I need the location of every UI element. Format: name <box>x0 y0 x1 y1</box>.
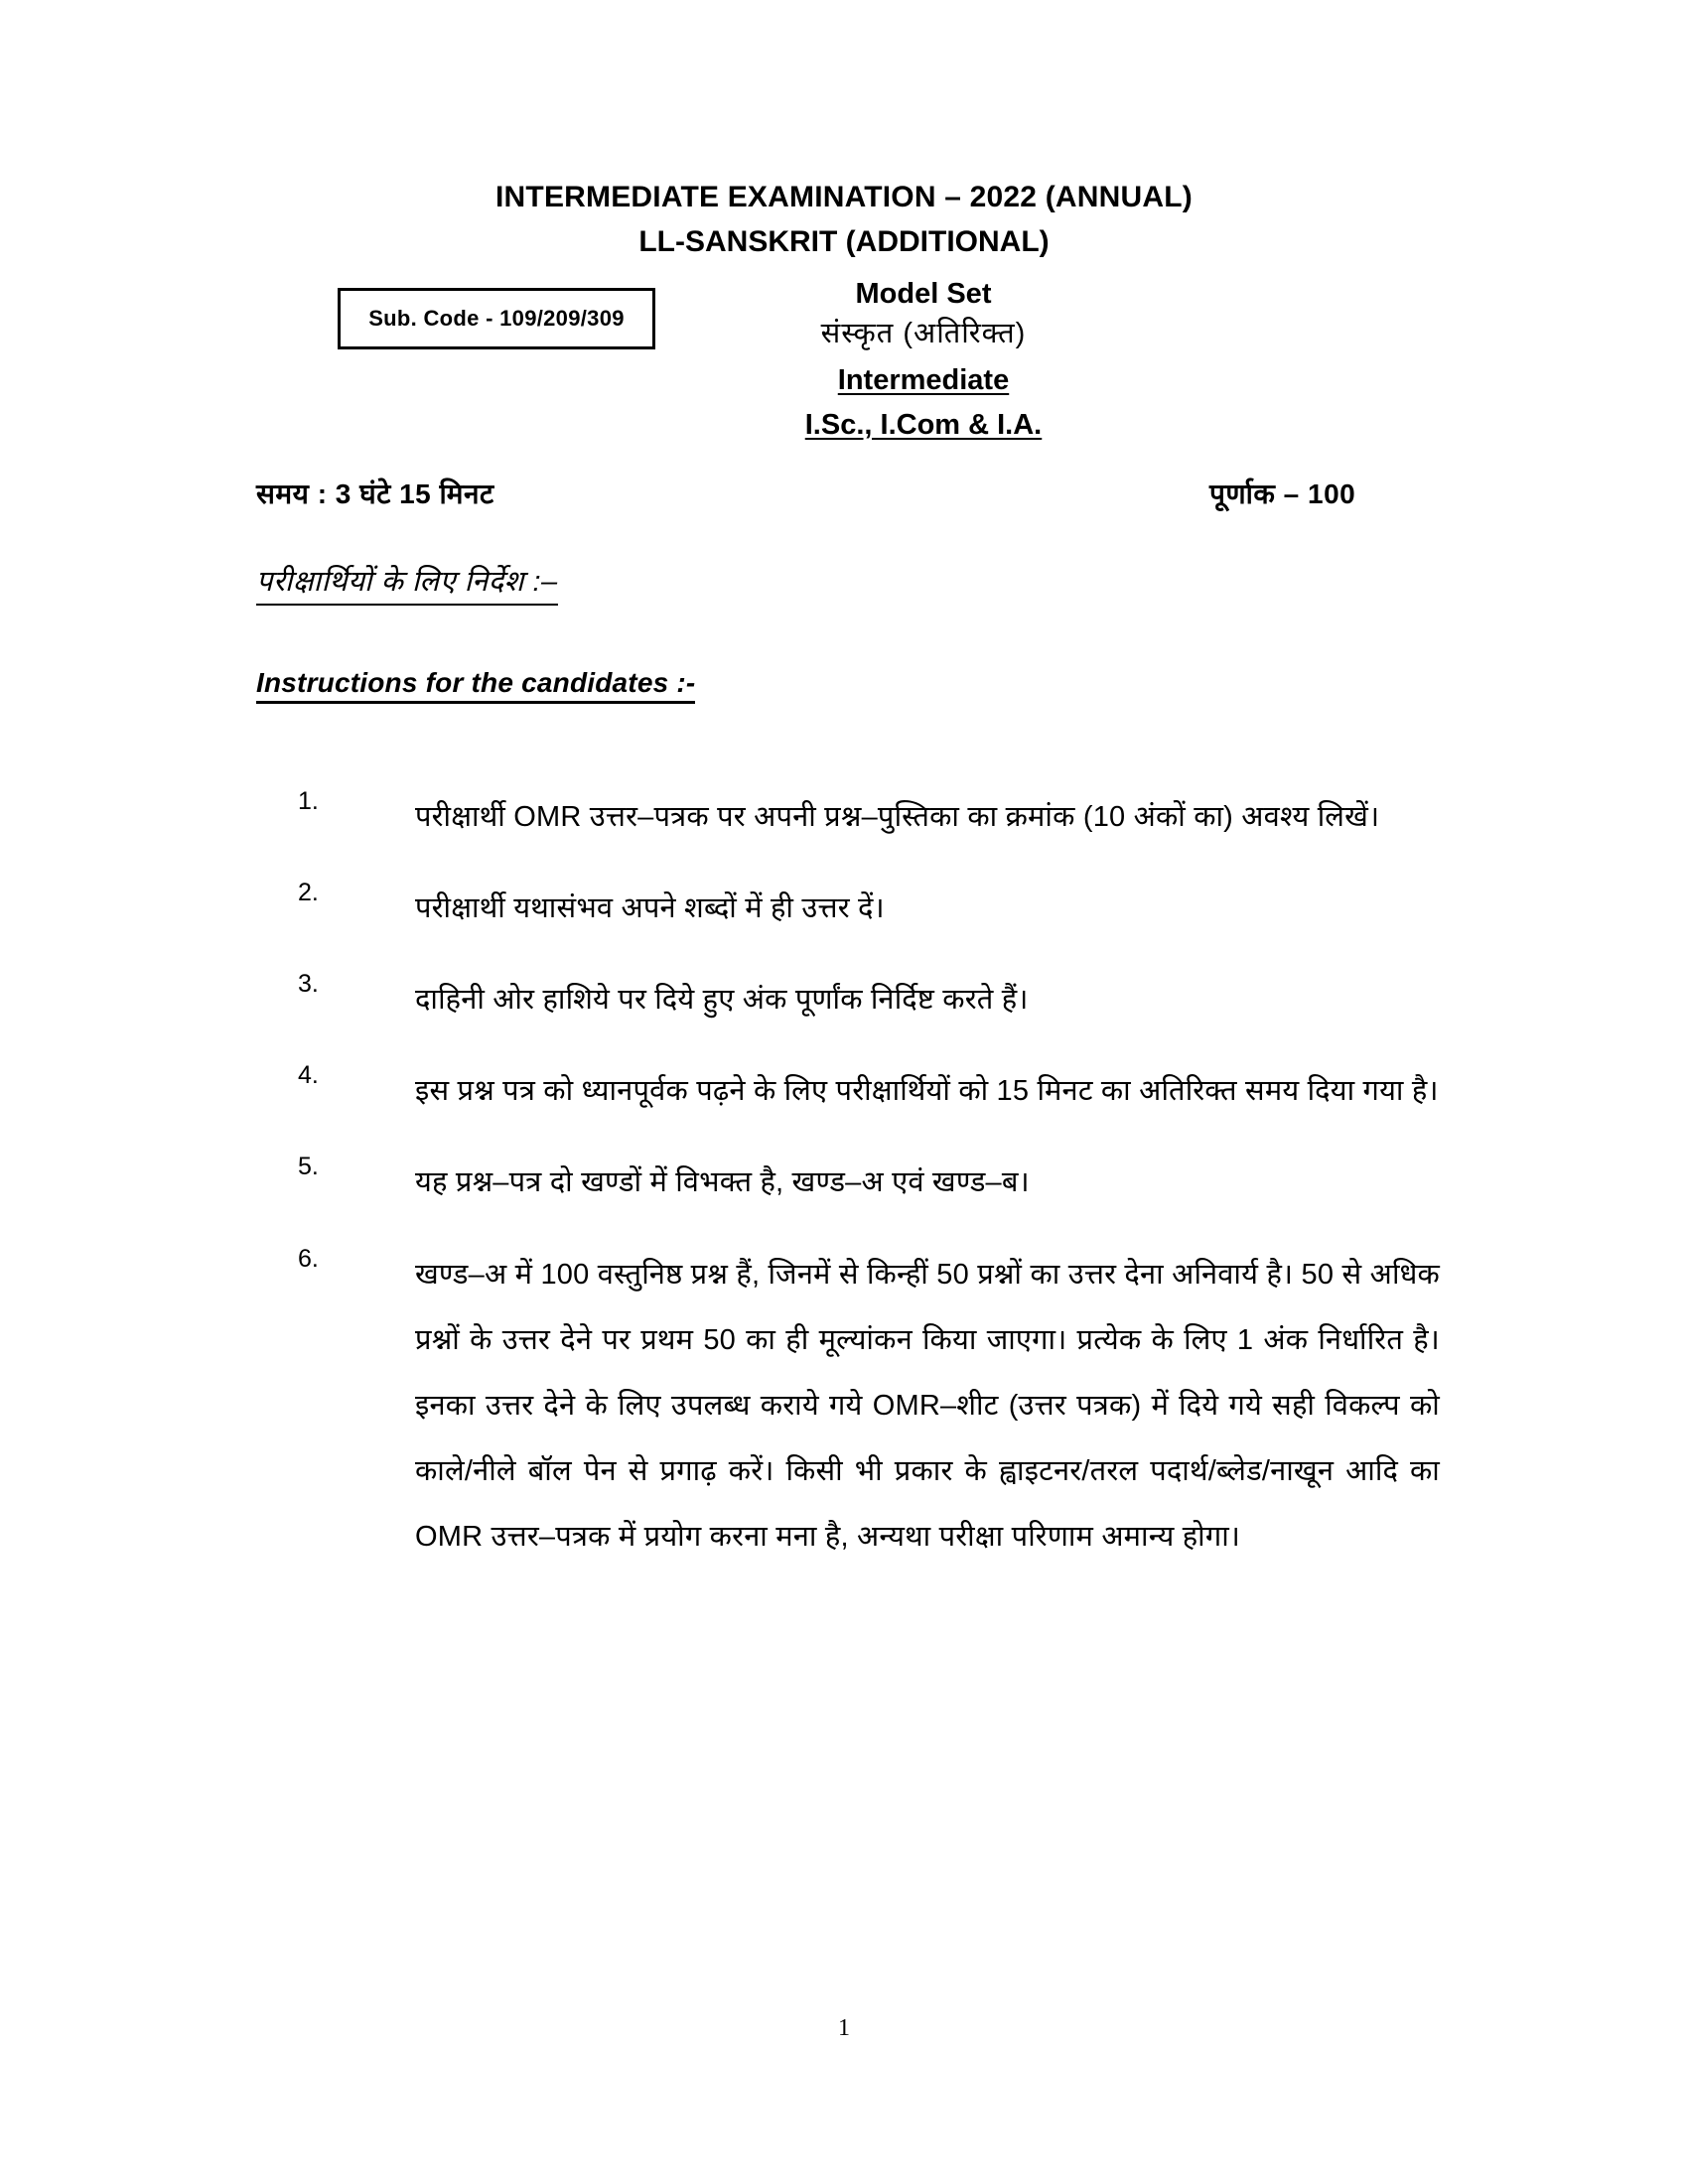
model-set-label: Model Set <box>855 278 992 310</box>
level-label: Intermediate <box>837 364 1010 397</box>
instruction-number: 2. <box>298 879 319 907</box>
header-center-stack <box>695 278 1152 445</box>
exam-time-label: समय : 3 घंटे 15 मिनट <box>256 478 494 509</box>
instruction-item <box>0 1058 1688 1124</box>
instruction-number: 4. <box>298 1061 319 1090</box>
exam-title-line1: INTERMEDIATE EXAMINATION – 2022 (ANNUAL) <box>495 181 1193 213</box>
instruction-item <box>0 1150 1688 1215</box>
page-number: 1 <box>838 2015 850 2041</box>
instruction-number: 5. <box>298 1153 319 1181</box>
streams-label: I.Sc., I.Com & I.A. <box>804 408 1043 441</box>
subject-code-box <box>338 288 655 349</box>
instruction-number: 3. <box>298 970 319 999</box>
subject-code-label: Sub. Code - 109/209/309 <box>368 306 625 331</box>
instructions-heading-hindi: परीक्षार्थियों के लिए निर्देश :– <box>256 561 558 606</box>
instruction-text: दाहिनी ओर हाशिये पर दिये हुए अंक पूर्णांक निर्दिष्ट करते हैं। <box>415 984 1029 1017</box>
exam-title-line2: LL-SANSKRIT (ADDITIONAL) <box>638 224 1050 258</box>
instruction-text: इस प्रश्न पत्र को ध्यानपूर्वक पढ़ने के लिए परीक्षार्थियों को 15 मिनट का अतिरिक्त समय दिया गया है। <box>415 1075 1439 1108</box>
subject-hindi-label: संस्कृत (अतिरिक्त) <box>820 318 1027 350</box>
instructions-list <box>0 784 1688 1595</box>
exam-meta-row <box>0 475 1688 520</box>
instruction-number: 6. <box>298 1244 319 1273</box>
instructions-heading-english: Instructions for the candidates :- <box>256 667 695 704</box>
instruction-text: परीक्षार्थी यथासंभव अपने शब्दों में ही उत्तर दें। <box>415 892 885 925</box>
instruction-text: यह प्रश्न–पत्र दो खण्डों में विभक्त है, खण्ड–अ एवं खण्ड–ब। <box>415 1166 1030 1199</box>
document-header <box>0 179 1688 261</box>
full-marks-label: पूर्णाक – 100 <box>1209 478 1356 509</box>
instruction-text: खण्ड–अ में 100 वस्तुनिष्ठ प्रश्न हैं, जिनमें से किन्हीं 50 प्रश्नों का उत्तर देना अनिवार्य है। 50 से अधिक प्रश्नों के उत्तर देने पर प्रथम 50 का ही मूल्यांकन किया जाएगा। प्रत्येक के लिए 1 अंक निर्धारित है। इनका उत्तर देने के लिए उपलब्ध कराये गये OMR–शीट (उत्तर पत्रक) में दिये गये सही विकल्प को काले/नीले बॉल पेन से प्रगाढ़ करें। किसी भी प्रकार के ह्वाइटनर/तरल पदार्थ/ब्लेड/नाखून आदि का OMR उत्तर–पत्रक में प्रयोग करना मना है, अन्यथा परीक्षा परिणाम अमान्य होगा। <box>415 1258 1440 1553</box>
instruction-item <box>0 967 1688 1032</box>
instruction-text: परीक्षार्थी OMR उत्तर–पत्रक पर अपनी प्रश्न–पुस्तिका का क्रमांक (10 अंकों का) अवश्य लिखें। <box>415 801 1380 833</box>
instruction-item <box>0 1242 1688 1570</box>
instruction-number: 1. <box>298 787 319 815</box>
instruction-item <box>0 876 1688 941</box>
instruction-item <box>0 784 1688 850</box>
